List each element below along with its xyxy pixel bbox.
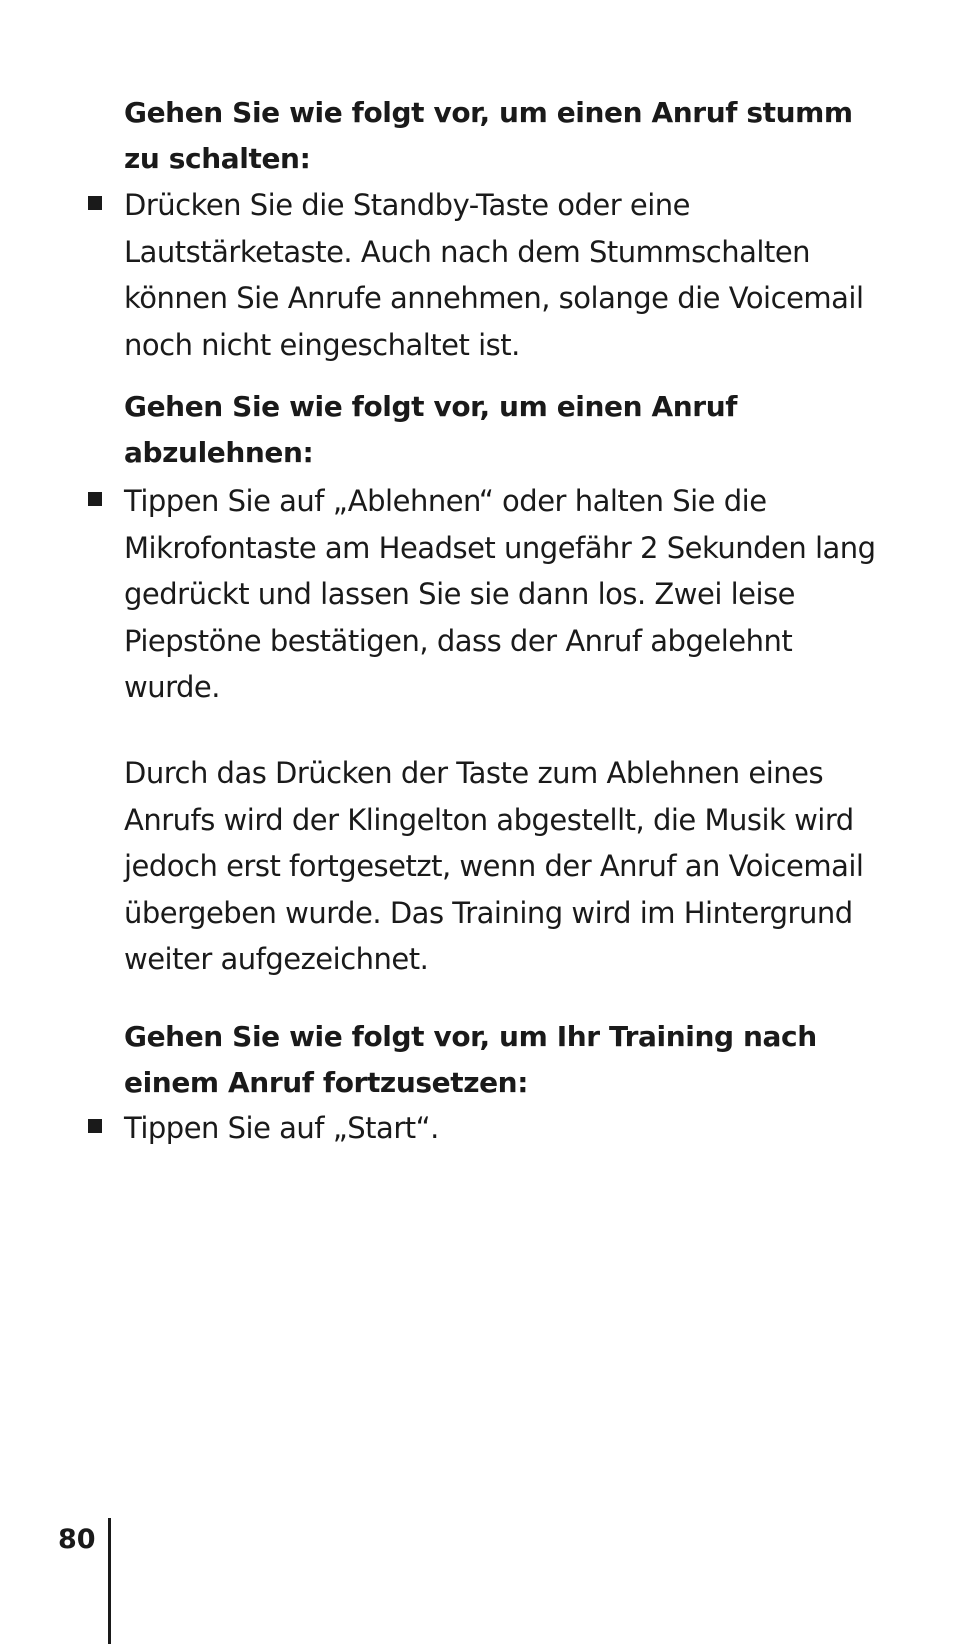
bullet-square-icon bbox=[88, 1119, 102, 1133]
section-heading-resume: Gehen Sie wie folgt vor, um Ihr Training nach einem Anruf fortzusetzen: bbox=[124, 1020, 817, 1099]
bullet-square-icon bbox=[88, 492, 102, 506]
list-item-text: Drücken Sie die Standby-Taste oder eine Lautstärketaste. Auch nach dem Stummschalten können Sie Anrufe annehmen, solange die Voicemail noch nicht eingeschaltet ist. bbox=[124, 188, 864, 362]
list-item-text: Tippen Sie auf „Start“. bbox=[124, 1111, 439, 1145]
section-heading-decline: Gehen Sie wie folgt vor, um einen Anruf abzulehnen: bbox=[124, 390, 738, 469]
page-margin-rule bbox=[108, 1518, 111, 1644]
section-heading-mute: Gehen Sie wie folgt vor, um einen Anruf stumm zu schalten: bbox=[124, 96, 853, 175]
body-paragraph-decline-note: Durch das Drücken der Taste zum Ablehnen eines Anrufs wird der Klingelton abgestellt, die Musik wird jedoch erst fortgesetzt, wenn der Anruf an Voicemail übergeben wurde. Das Training wird im Hintergrund weiter aufgezeichnet. bbox=[124, 756, 864, 976]
page-number: 80 bbox=[58, 1524, 96, 1555]
bullet-square-icon bbox=[88, 196, 102, 210]
list-item-text: Tippen Sie auf „Ablehnen“ oder halten Sie die Mikrofontaste am Headset ungefähr 2 Sekunden lang gedrückt und lassen Sie sie dann los. Zwei leise Piepstöne bestätigen, dass der Anruf abgelehnt wurde. bbox=[124, 484, 876, 704]
